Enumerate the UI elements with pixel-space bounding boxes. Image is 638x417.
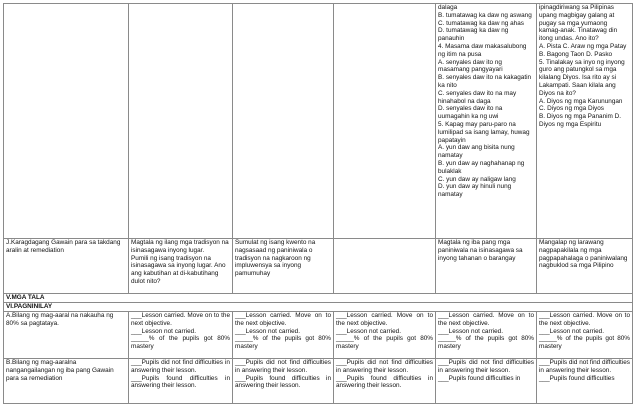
assignment-text: Sumulat ng isang kwento na nagsasaad ng paniniwala o tradisyon na nagkaroon ng impluwensya sa inyong pamumuhay (235, 239, 316, 278)
assignment-cell (233, 239, 334, 294)
row-label (4, 359, 129, 404)
section-heading: VI.PAGNINILAY (4, 303, 633, 312)
continuation-row (4, 4, 633, 239)
mastery-text: ___Lesson carried. Move on to the next objective. ___Lesson not carried. _____% of the pupils got 80% mastery (131, 312, 230, 351)
empty-cell (334, 4, 436, 239)
mastery-text: ___Lesson carried. Move on to the next objective. ___Lesson not carried. _____% of the pupils got 80% mastery (438, 312, 534, 351)
mastery-cell (537, 312, 633, 359)
mastery-text: ___Lesson carried. Move on to the next objective. ___Lesson not carried. _____% of the pupils got 80% mastery (336, 312, 433, 351)
difficulty-text: ___Pupils did not find difficulties in answering their lesson. ___Pupils found difficulties in answering their lesson. (336, 359, 433, 390)
mastery-text: ___Lesson carried. Move on to the next objective. ___Lesson not carried. _____% of the pupils got 80% mastery (235, 312, 331, 351)
row-v-notes (4, 294, 633, 303)
row-j-label: J.Karagdagang Gawain para sa takdang aralin at remediation (6, 239, 121, 254)
assignment-text: Magtala ng iba pang mga paniniwala na isinasagawa sa inyong tahanan o barangay (438, 239, 523, 262)
quiz-items-text: ipinagdiriwang sa Pilipinas upang magbigay galang at pugay sa mga yumaong kamag-anak. Tinatawag din itong undas. Ano ito? A. Pista C. Araw ng mga Patay B. Bagong Taon D. Pasko 5. Tinalakay sa inyo ng inyong guro ang patungkol sa mga kilalang Diyos. Isa rito ay si Lakampati. Saan kilala ang Diyos na ito? A. Diyos ng mga Karunungan C. Diyos ng mga Diyos B. Diyos ng mga Pananim D. Diyos ng mga Espiritu (539, 4, 627, 128)
difficulty-text: ___Pupils did not find difficulties in answering their lesson. ___Pupils found difficulties (539, 359, 630, 382)
difficulty-text: ___Pupils did not find difficulties in answering their lesson. ___Pupils found difficulties in answering their lesson. (235, 359, 331, 390)
difficulty-cell (537, 359, 633, 404)
mastery-cell (129, 312, 233, 359)
quiz-items-text: dalaga B. tumatawag ka daw ng aswang C. tumatawag ka daw ng ahas D. tumatawag ka daw ng panauhin 4. Masama daw makasalubong ng itim na pusa A. senyales daw ito ng masamang pangyayari B. senyales daw ito na kakagatin ka nito C. senyales daw ito na may hinahabol na daga D. senyales daw ito na uumagahin ka ng uwi 5. Kapag may paru-paro na lumilipad sa isang lamay, huwag papatayin A. yun daw ang bisita nung namatay B. yun daw ay naghahanap ng bulaklak C. yun daw ay naligaw lang D. yun daw ay hinuli nung namatay (438, 4, 532, 199)
empty-cell (233, 4, 334, 239)
row-b-label: B.Bilang ng mag-aaralna nangangailangan ng iba pang Gawain para sa remediation (6, 359, 114, 382)
difficulty-cell (436, 359, 537, 404)
row-label (4, 312, 129, 359)
row-a-label: A.Bilang ng mag-aaral na nakauha ng 80% sa pagtataya. (6, 312, 114, 327)
difficulty-cell (233, 359, 334, 404)
row-a-mastery (4, 312, 633, 359)
assignment-cell (334, 239, 436, 294)
difficulty-cell (334, 359, 436, 404)
lesson-plan-table (3, 3, 633, 404)
assignment-text: Mangalap ng larawang nagpapakilala ng mga pagpapahalaga o paniniwalang nagbuklod sa mga Pilipino (539, 239, 628, 270)
assignment-cell (436, 239, 537, 294)
mastery-cell (334, 312, 436, 359)
quiz-items-cell (537, 4, 633, 239)
difficulty-cell (129, 359, 233, 404)
assignment-cell (129, 239, 233, 294)
mastery-text: ___Lesson carried. Move on to the next objective. ___Lesson not carried. _____% of the pupils got 80% mastery (539, 312, 630, 351)
difficulty-text: ___Pupils did not find difficulties in answering their lesson. ___Pupils found difficulties in answering their lesson. (131, 359, 230, 390)
empty-cell (4, 4, 129, 239)
mastery-cell (233, 312, 334, 359)
section-heading: V.MGA TALA (4, 294, 633, 303)
row-j-remediation (4, 239, 633, 294)
assignment-text: Magtala ng ilang mga tradisyon na isinasagawa inyong lugar. Pumili ng isang tradisyon na isinasagawa sa inyong lugar. Ano ang kabutihan at di-kabutihang dulot nito? (131, 239, 229, 285)
difficulty-text: ___Pupils did not find difficulties in answering their lesson. ___Pupils found difficulties in (438, 359, 534, 382)
row-b-remediation (4, 359, 633, 404)
empty-cell (129, 4, 233, 239)
quiz-items-cell (436, 4, 537, 239)
row-label (4, 239, 129, 294)
row-vi-reflection (4, 303, 633, 312)
assignment-cell (537, 239, 633, 294)
mastery-cell (436, 312, 537, 359)
